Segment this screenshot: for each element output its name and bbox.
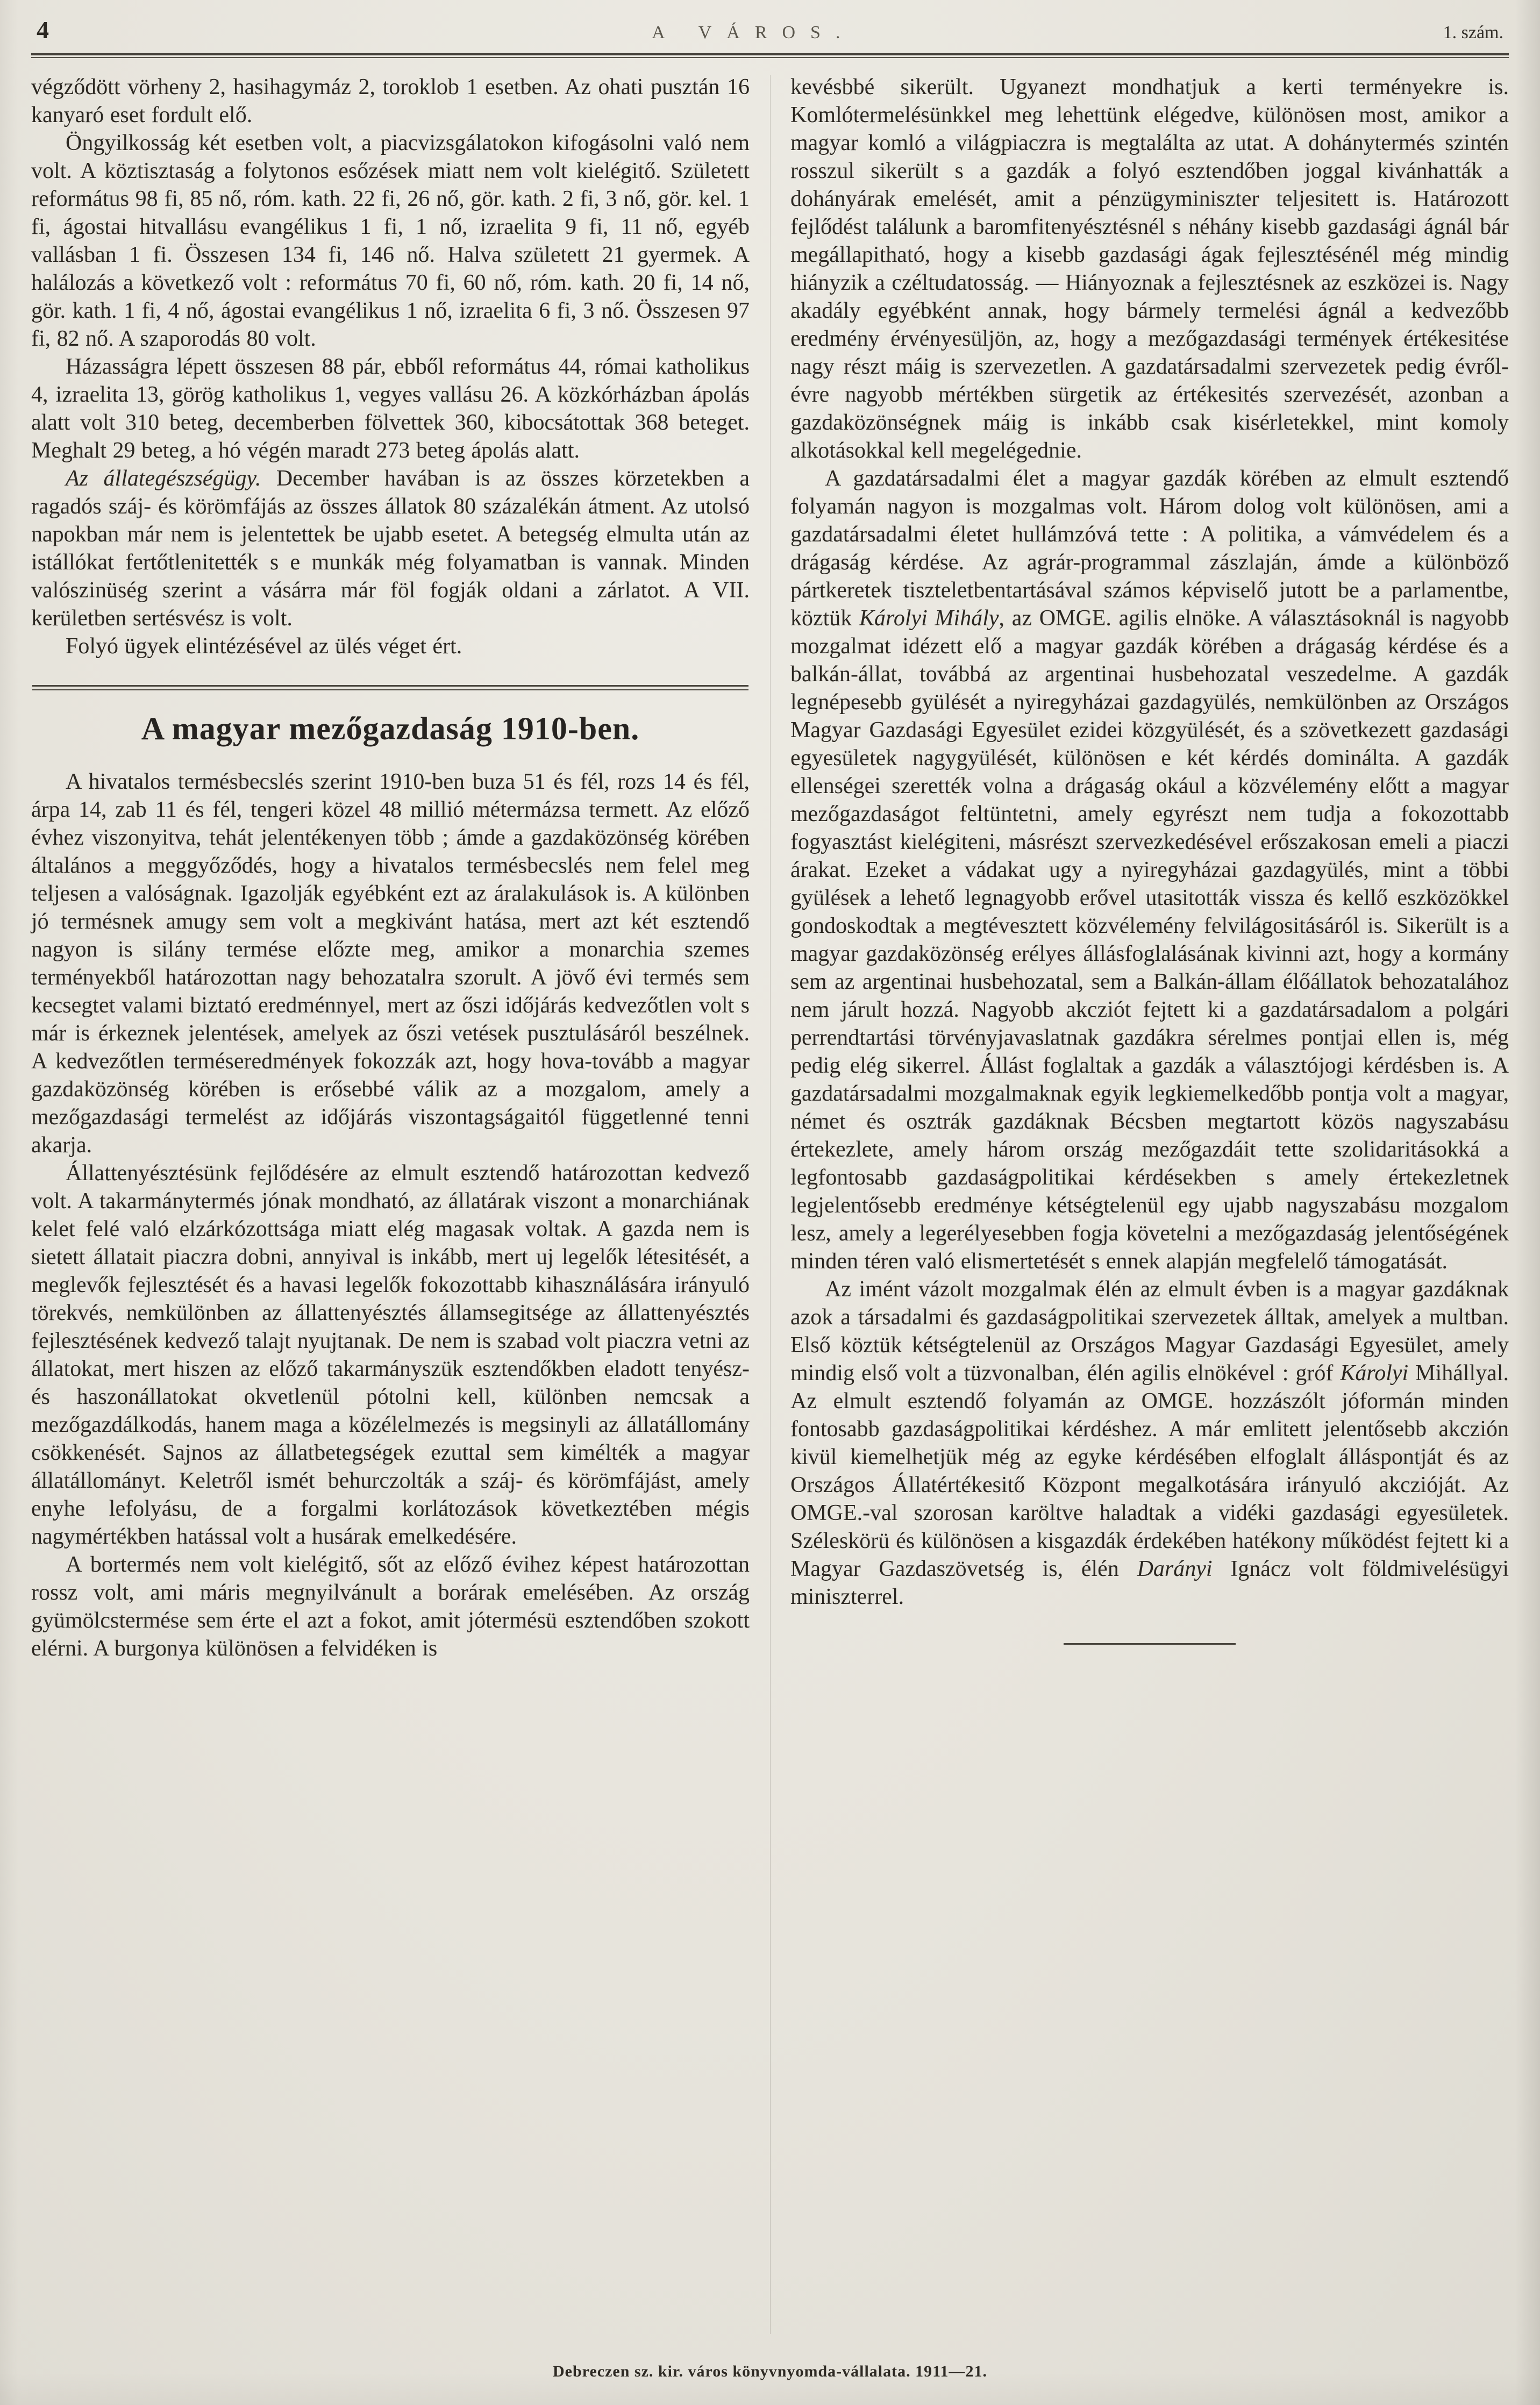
council-report-continuation: végződött vörheny 2, hasihagymáz 2, toroklob 1 esetben. Az ohati pusztán 16 kanyaró eset fordult elő. <box>31 75 750 127</box>
livestock-paragraph: Állattenyésztésünk fejlődésére az elmult esztendő határozottan kedvező volt. A takarmánytermés jónak mondható, az állatárak viszont a monarchiának kelet felé való elzárkózottsága miatt elég magasak voltak. A gazda nem is sietett állatait piaczra dobni, annyival is inkább, mert uj legelők létesitését, a meglevők fejlesztését és a havasi legelők fokozottabb kihasználására irányuló törekvés, nemkülönben az állattenyésztés államsegitsége az állattenyésztés fejlesztésének kedvező talajt nyujtanak. De nem is szabad volt piaczra vetni az állatokat, mert hiszen az előző takarmányszük esztendőkben eladott tenyész- és haszonállatokat okvetlenül pótolni kell, különben nemcsak a mezőgazdálkodás, hanem maga a közélelmezés is megsinyli az állatállomány csökkenését. Sajnos az állatbetegségek ezuttal sem kimélték a magyar állatállományt. Keletről ismét behurczolták a száj- és körömfájást, amely enyhe lefolyásu, de a forgalmi korlátozások következtében mégis nagymértékben hatással volt a husárak emelkedésére. <box>31 1161 750 1549</box>
harvest-estimate-paragraph: A hivatalos termésbecslés szerint 1910-ben buza 51 és fél, rozs 14 és fél, árpa 14, zab 11 és fél, tengeri közel 48 millió métermázsa termett. Az előző évhez viszonyitva, tehát jelentékenyen több ; ámde a gazdaközönség körében általános a meggyőződés, hogy a hivatalos termésbecslés nem felel meg teljesen a valóságnak. Igazolják egyébként ezt az áralakulások is. A különben jó termésnek amugy sem volt a megkivánt hatása, mert azt két esztendő nagyon is silány termése előzte meg, amikor a monarchia szemes terményekből határozottan nagy behozatalra szorult. A jövő évi termés sem kecsegtet valami biztató eredménnyel, mert az őszi időjárás kedvezőtlen volt s már is érkeznek jelentések, amelyek az őszi vetések pusztulásáról beszélnek. A kedvezőtlen terméseredmények fokozzák azt, hogy hova-tovább a magyar gazdaközönség körében is erősebbé válik az a mozgalom, amely a mezőgazdasági termelést az időjárás viszontagságaitól függetlenné tenni akarja. <box>31 769 750 1158</box>
section-divider <box>32 685 748 690</box>
masthead-title: A VÁROS. <box>652 23 855 42</box>
crops-continuation-paragraph: kevésbbé sikerült. Ugyanezt mondhatjuk a kerti terményekre is. Komlótermelésünkkel meg lehettünk elégedve, különösen most, amikor a magyar komló a világpiaczra is megtalálta az utat. A dohánytermés szintén rosszul sikerült s a gazdák a folyó esztendőben joggal kivánhatták a dohányárak emelését, amit a pénzügyminiszter teljesitett is. Határozott fejlődést találunk a baromfitenyésztésnél s néhány kisebb gazdasági ágnál bár megállapitható, hogy a kisebb gazdasági ágak fejlesztésénél még mindig hiányzik a czéltudatosság. — Hiányoznak a fejlesztésnek az eszközei is. Nagy akadály egyébként annak, hogy bármely termelési ágnál a kedvezőbb eredmény érvényesüljön, az, hogy a mezőgazdasági termények értékesitése nagy részt máig is szervezetlen. A gazdatársadalmi szervezetek pedig évről-évre nagyobb mértékben sürgetik az értékesités szervezését, azonban a gazdaközönségnek máig is inkább csak kisérletekkel, mint komoly alkotásokkal kell megelégednie. <box>790 75 1509 463</box>
article-end-rule <box>1064 1643 1236 1645</box>
page-footer <box>31 2339 1509 2386</box>
farmers-society-paragraph: A gazdatársadalmi élet a magyar gazdák körében az elmult esztendő folyamán nagyon is mozgalmas volt. Három dolog volt különösen, ami a gazdatársadalmi életet hullámzóvá tette : A politika, a vámvédelem és a drágaság kérdése. Az agrár-programmal zászlaján, ámde a különböző pártkeretek tiszteletbentartásával számos képviselő jutott be a parlamentbe, köztük Károlyi Mihály, az OMGE. agilis elnöke. A választásoknál is nagyobb mozgalmat idézett elő a magyar gazdák körében a drágaság kérdése és a balkán-állat, továbbá az argentinai husbehozatal veszedelme. A gazdák legnépesebb gyülését a nyiregyházai gazdagyülés, nemkülönben az Országos Magyar Gazdasági Egyesület ezidei közgyülését, és a szövetkezett gazdasági egyesületek nagygyülését, különösen e két kérdés dominálta. A gazdák ellenségei szerették volna a drágaság okául a közvélemény előtt a magyar mezőgazdaságot feltüntetni, amely egyrészt nem tudja a fokozottabb fogyasztást kielégiteni, másrészt szervezkedésével erőszakosan emeli a piaczi árakat. Ezeket a vádakat ugy a nyiregyházai gazdagyülés, mint a többi gyülések a lehető legnagyobb erővel utasitották vissza és kellő eszközökkel gondoskodtak a megtévesztett közvélemény felvilágositásáról is. Sikerült is a magyar gazdaközönség erélyes állásfoglalásának kivinni azt, hogy a kormány sem az argentinai husbehozatal, sem a Balkán-állam élőállatok behozatalához nem járult hozzá. Nagyobb akcziót fejtett ki a gazdatársadalom a polgári perrendtartási törvényjavaslatnak gazdákra sérelmes pontjai ellen is, még pedig elég sikerrel. Állást foglaltak a gazdák a választójogi kérdésben is. A gazdatársadalmi mozgalmaknak egyik legkiemelkedőbb pontja volt a magyar, német és osztrák gazdáknak Bécsben megtartott közös nagyszabásu értekezlete, amely három ország mezőgazdáit tette szolidaritásokká a legfontosabb gazdaságpolitikai kérdésekben s amely értekezletnek legjelentősebb eredménye kétségtelenül egy ujabb nagyszabásu mozgalom lesz, amely a legerélyesebben fogja követelni a mezőgazdaság jelentőségének minden téren való elismertetését s ennek alapján megfelelő támogatását. <box>790 466 1509 1274</box>
wine-fruit-paragraph: A bortermés nem volt kielégitő, sőt az előző évihez képest határozottan rossz volt, ami máris megnyilvánult a borárak emelésében. Az ország gyümölcstermése sem érte el azt a fokot, amit jótermésü esztendőben szokott elérni. A burgonya különösen a felvidéken is <box>31 1552 750 1661</box>
columns <box>31 73 1509 2339</box>
imprint: Debreczen sz. kir. város könyvnyomda-vállalata. 1911—21. <box>553 2363 987 2380</box>
article-title: A magyar mezőgazdaság 1910-ben. <box>141 711 640 746</box>
header-rule <box>31 53 1509 58</box>
public-health-paragraph: Öngyilkosság két esetben volt, a piacvizsgálatokon kifogásolni való nem volt. A köztisztaság a folytonos esőzések miatt nem volt kielégitő. Született református 98 fi, 85 nő, róm. kath. 22 fi, 26 nő, gör. kath. 2 fi, 3 nő, gör. kel. 1 fi, ágostai hitvallásu evangélikus 1 fi, 1 nő, izraelita 9 fi, 11 nő, egyéb vallásban 1 fi. Összesen 134 fi, 146 nő. Halva született 21 gyermek. A halálozás a következő volt : református 70 fi, 60 nő, róm. kath. 20 fi, 14 nő, gör. kath. 1 fi, 4 nő, ágostai evangélikus 1 nő, izraelita 6 fi, 3 nő. Összesen 97 fi, 82 nő. A szaporodás 80 volt. <box>31 131 750 351</box>
right-column <box>790 73 1509 1645</box>
page-number: 4 <box>37 16 49 44</box>
left-column <box>31 73 750 1662</box>
issue-number: 1. szám. <box>1443 23 1503 42</box>
session-close-paragraph: Folyó ügyek elintézésével az ülés véget ért. <box>66 634 462 659</box>
organizations-paragraph: Az imént vázolt mozgalmak élén az elmult évben is a magyar gazdáknak azok a társadalmi és gazdaságpolitikai szervezetek álltak, amelyek a multban. Első köztük kétségtelenül az Országos Magyar Gazdasági Egyesület, amely mindig első volt a tüzvonalban, élén agilis elnökével : gróf Károlyi Mihállyal. Az elmult esztendő folyamán az OMGE. hozzászólt jóformán minden fontosabb gazdaságpolitikai kérdéshez. A már emlitett jelentősebb akczión kivül kiemelhetjük még az egyke kérdésében elfoglalt álláspontját és az Országos Állatértékesitő Központ megalkotására irányuló akczióját. Az OMGE.-val szorosan karöltve haladtak a vidéki gazdasági egyesületek. Széleskörü és különösen a kisgazdák érdekében hatékony működést fejtett ki a Magyar Gazdaszövetség is, élén Darányi Ignácz volt földmivelésügyi miniszterrel. <box>790 1277 1509 1609</box>
animal-health-paragraph: Az állategészségügy. December havában is az összes körzetekben a ragadós száj- és körömfájás az összes állatok 80 százalékán átment. Az utolsó napokban már nem is jelentettek be ujabb esetet. A betegség elmulta után az istállókat fertőtlenitették s e munkák még folyamatban is vannak. Minden valószinüség szerint a vásárra már föl fogják oldani a zárlatot. A VII. kerületben sertésvész is volt. <box>31 466 750 631</box>
page-header <box>31 16 1509 53</box>
marriages-hospital-paragraph: Házasságra lépett összesen 88 pár, ebből református 44, római katholikus 4, izraelita 13, görög katholikus 1, vegyes vallásu 26. A közkórházban ápolás alatt volt 310 beteg, decemberben fölvettek 360, kibocsátottak 368 beteget. Meghalt 29 beteg, a hó végén maradt 273 beteg ápolás alatt. <box>31 354 750 463</box>
